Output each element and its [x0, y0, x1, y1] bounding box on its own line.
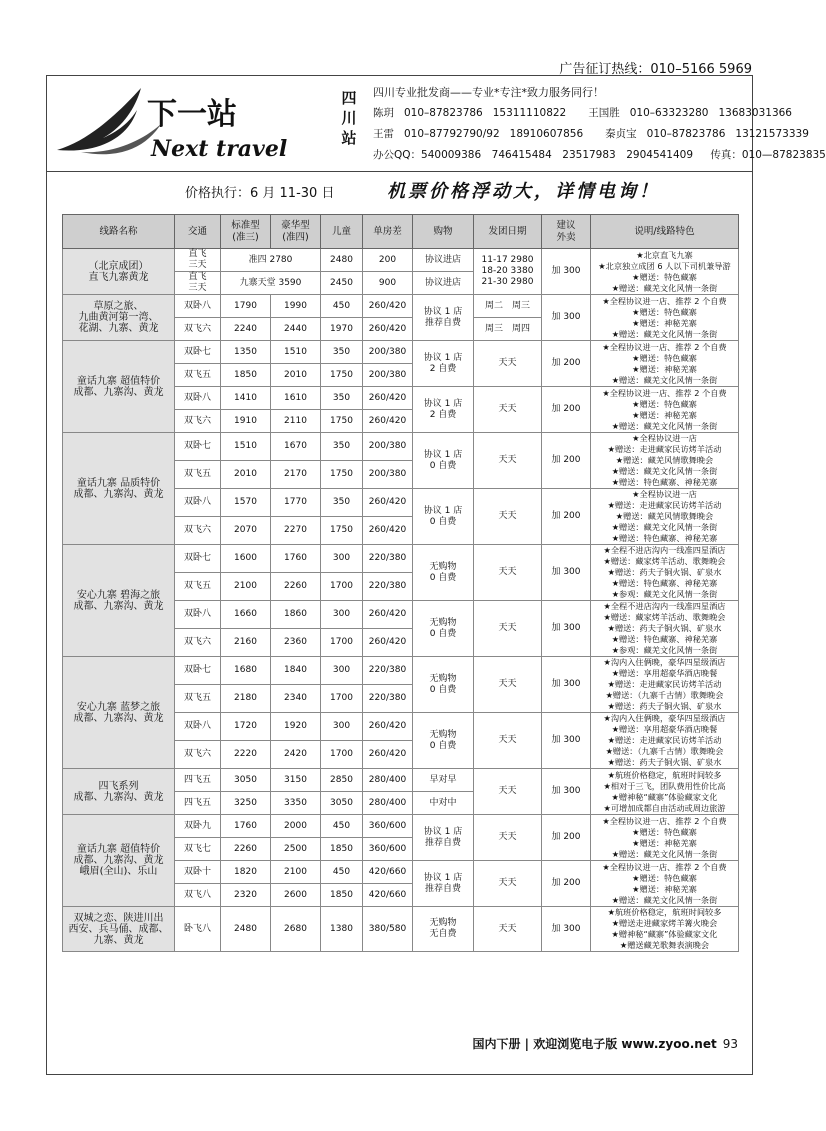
luxury-price: 2420: [271, 741, 321, 769]
standard-price: 1600: [221, 545, 271, 573]
transport: 直飞 三天: [175, 272, 221, 295]
contact-phone: 13683031366: [718, 107, 792, 119]
luxury-price: 2010: [271, 364, 321, 387]
shopping: 协议 1 店 2 自费: [413, 341, 474, 387]
price-line: [47, 173, 752, 207]
child-price: 1700: [321, 629, 363, 657]
table-row: [63, 341, 739, 364]
standard-price: 1820: [221, 861, 271, 884]
single-room-supplement: 260/420: [363, 318, 413, 341]
transport: 双卧九: [175, 815, 221, 838]
contact-phone: 18910607856: [509, 128, 584, 140]
single-room-supplement: 260/420: [363, 741, 413, 769]
luxury-price: 1990: [271, 295, 321, 318]
luxury-price: 2170: [271, 461, 321, 489]
transport: 双飞六: [175, 410, 221, 433]
child-price: 350: [321, 341, 363, 364]
transport: 双卧八: [175, 387, 221, 410]
luxury-price: 3350: [271, 792, 321, 815]
luxury-price: 1920: [271, 713, 321, 741]
standard-price: 2160: [221, 629, 271, 657]
transport: 双卧七: [175, 545, 221, 573]
child-price: 300: [321, 545, 363, 573]
luxury-price: 1610: [271, 387, 321, 410]
departure-date: 天天: [474, 545, 542, 601]
shopping: 协议 1 店 推荐自费: [413, 861, 474, 907]
luxury-price: 1510: [271, 341, 321, 364]
child-price: 1700: [321, 685, 363, 713]
child-price: 300: [321, 657, 363, 685]
standard-price: 3050: [221, 769, 271, 792]
departure-date: 天天: [474, 815, 542, 861]
single-room-supplement: 280/400: [363, 792, 413, 815]
logo: [51, 80, 331, 166]
standard-price: 3250: [221, 792, 271, 815]
luxury-price: 2680: [271, 907, 321, 952]
suggested-markup: 加 200: [542, 815, 591, 861]
shopping: 无购物 0 自费: [413, 545, 474, 601]
transport: 双卧七: [175, 657, 221, 685]
route-notes: ★北京直飞九寨 ★北京独立成团 6 人以下司机兼导游 ★赠送：特色藏寨 ★赠送：藏羌文化风情一条街: [591, 249, 739, 295]
luxury-price: 1670: [271, 433, 321, 461]
standard-price: 1850: [221, 364, 271, 387]
column-header: 建议 外卖: [542, 215, 591, 249]
office-qq: 办公QQ：540009386 746415484 23517983 2904541409: [373, 149, 694, 161]
standard-price: 1910: [221, 410, 271, 433]
column-header: 购物: [413, 215, 474, 249]
shopping: 无购物 0 自费: [413, 713, 474, 769]
standard-price: 2100: [221, 573, 271, 601]
single-room-supplement: 220/380: [363, 573, 413, 601]
child-price: 350: [321, 387, 363, 410]
departure-date: 天天: [474, 489, 542, 545]
departure-date: 周三 周四: [474, 318, 542, 341]
column-header: 豪华型 (准四): [271, 215, 321, 249]
shopping: 协议进店: [413, 249, 474, 272]
suggested-markup: 加 200: [542, 861, 591, 907]
column-header: 发团日期: [474, 215, 542, 249]
single-room-supplement: 360/600: [363, 838, 413, 861]
route-name: 童话九寨 品质特价 成都、九寨沟、黄龙: [63, 433, 175, 545]
departure-date: 天天: [474, 387, 542, 433]
page-number: 93: [722, 1037, 738, 1051]
departure-date: 天天: [474, 433, 542, 489]
suggested-markup: 加 300: [542, 295, 591, 341]
departure-date: 天天: [474, 769, 542, 815]
single-room-supplement: 420/660: [363, 884, 413, 907]
shopping: 早对早: [413, 769, 474, 792]
departure-date: 11-17 2980 18-20 3380 21-30 2980: [474, 249, 542, 295]
route-notes: ★全程协议进一店、推荐 2 个自费 ★赠送：特色藏寨 ★赠送：神秘羌寨 ★赠送：藏羌文化风情一条街: [591, 341, 739, 387]
route-name: 童话九寨 超值特价 成都、九寨沟、黄龙: [63, 341, 175, 433]
standard-price: 1510: [221, 433, 271, 461]
child-price: 2480: [321, 249, 363, 272]
shopping: 协议 1 店 推荐自费: [413, 815, 474, 861]
route-notes: ★全程协议进一店、推荐 2 个自费 ★赠送：特色藏寨 ★赠送：神秘羌寨 ★赠送：藏羌文化风情一条街: [591, 387, 739, 433]
transport: 双飞六: [175, 517, 221, 545]
column-header: 交通: [175, 215, 221, 249]
standard-price: 2480: [221, 907, 271, 952]
departure-date: 天天: [474, 601, 542, 657]
single-room-supplement: 280/400: [363, 769, 413, 792]
route-name: 四飞系列 成都、九寨沟、黄龙: [63, 769, 175, 815]
transport: 双飞六: [175, 741, 221, 769]
single-room-supplement: 200/380: [363, 433, 413, 461]
single-room-supplement: 380/580: [363, 907, 413, 952]
qq-fax-row: [373, 145, 826, 166]
child-price: 2850: [321, 769, 363, 792]
transport: 双飞五: [175, 685, 221, 713]
luxury-price: 2270: [271, 517, 321, 545]
standard-price: 1410: [221, 387, 271, 410]
single-room-supplement: 260/420: [363, 489, 413, 517]
table-header: [63, 215, 739, 249]
transport: 双卧七: [175, 433, 221, 461]
contact-name: 秦贞宝: [605, 128, 637, 140]
child-price: 300: [321, 601, 363, 629]
transport: 双飞八: [175, 884, 221, 907]
table-row: [63, 249, 739, 272]
luxury-price: 3150: [271, 769, 321, 792]
table-row: [63, 815, 739, 838]
ticket-notice: 机票价格浮动大，详情电询！: [387, 181, 660, 202]
suggested-markup: 加 200: [542, 433, 591, 489]
luxury-price: 2500: [271, 838, 321, 861]
luxury-price: 2100: [271, 861, 321, 884]
suggested-markup: 加 300: [542, 657, 591, 713]
page-frame: [46, 75, 826, 1075]
child-price: 1750: [321, 364, 363, 387]
standard-price: 2010: [221, 461, 271, 489]
shopping: 中对中: [413, 792, 474, 815]
transport: 四飞五: [175, 769, 221, 792]
luxury-price: 2000: [271, 815, 321, 838]
shopping: 协议 1 店 2 自费: [413, 387, 474, 433]
luxury-price: 1770: [271, 489, 321, 517]
child-price: 1750: [321, 410, 363, 433]
luxury-price: 1840: [271, 657, 321, 685]
single-room-supplement: 420/660: [363, 861, 413, 884]
child-price: 1970: [321, 318, 363, 341]
single-room-supplement: 200/380: [363, 341, 413, 364]
route-notes: ★航班价格稳定，航班时间较多 ★赠送走进藏家烤羊篝火晚会 ★赠神秘“藏寨”体验藏家文化 ★赠送藏羌歌舞表演晚会: [591, 907, 739, 952]
ad-hotline: 广告征订热线：010–5166 5969: [559, 62, 752, 77]
contact-phone: 13121573339: [735, 128, 809, 140]
shopping: 协议进店: [413, 272, 474, 295]
transport: 四飞五: [175, 792, 221, 815]
single-room-supplement: 200/380: [363, 364, 413, 387]
footer-text: 国内下册 | 欢迎浏览电子版 www.zyoo.net: [472, 1037, 717, 1051]
child-price: 450: [321, 861, 363, 884]
contact-phone: 010–87792790/92: [404, 128, 500, 140]
column-header: 线路名称: [63, 215, 175, 249]
contact-block: [373, 82, 826, 166]
transport: 双卧十: [175, 861, 221, 884]
departure-date: 天天: [474, 341, 542, 387]
suggested-markup: 加 200: [542, 387, 591, 433]
child-price: 2450: [321, 272, 363, 295]
route-name: 安心九寨 蓝梦之旅 成都、九寨沟、黄龙: [63, 657, 175, 769]
suggested-markup: 加 300: [542, 601, 591, 657]
side-title: 四川站: [341, 89, 357, 147]
child-price: 450: [321, 295, 363, 318]
child-price: 450: [321, 815, 363, 838]
table-row: [63, 545, 739, 573]
standard-price: 1350: [221, 341, 271, 364]
single-room-supplement: 260/420: [363, 410, 413, 433]
shopping: 协议 1 店 0 自费: [413, 433, 474, 489]
route-notes: ★全程协议进一店、推荐 2 个自费 ★赠送：特色藏寨 ★赠送：神秘羌寨 ★赠送：藏羌文化风情一条街: [591, 295, 739, 341]
shopping: 协议 1 店 推荐自费: [413, 295, 474, 341]
single-room-supplement: 200/380: [363, 461, 413, 489]
route-notes: ★全程协议进一店 ★赠送：走进藏家民访烤羊活动 ★赠送：藏羌风情歌舞晚会 ★赠送：藏羌文化风情一条街 ★赠送：特色藏寨、神秘羌寨: [591, 433, 739, 489]
route-notes: ★沟内入住俩晚，豪华四星级酒店 ★赠送：享用超豪华酒店晚餐 ★赠送：走进藏家民访烤羊活动 ★赠送：（九寨千古情）歌舞晚会 ★赠送：药夫子铜火锅、矿泉水: [591, 657, 739, 713]
contact-phone: 010–63323280: [629, 107, 709, 119]
transport: 双飞五: [175, 364, 221, 387]
standard-price: 2070: [221, 517, 271, 545]
contact-phone: 010–87823786: [404, 107, 483, 119]
suggested-markup: 加 200: [542, 341, 591, 387]
divider: [47, 171, 752, 172]
child-price: 350: [321, 433, 363, 461]
route-name: 安心九寨 碧海之旅 成都、九寨沟、黄龙: [63, 545, 175, 657]
contact-name: 王雷: [373, 128, 394, 140]
transport: 双飞六: [175, 629, 221, 657]
shopping: 协议 1 店 0 自费: [413, 489, 474, 545]
child-price: 350: [321, 489, 363, 517]
luxury-price: 1760: [271, 545, 321, 573]
child-price: 1380: [321, 907, 363, 952]
route-notes: ★全程协议进一店、推荐 2 个自费 ★赠送：特色藏寨 ★赠送：神秘羌寨 ★赠送：藏羌文化风情一条街: [591, 815, 739, 861]
suggested-markup: 加 300: [542, 713, 591, 769]
contact-row: [373, 103, 826, 124]
standard-price: 1660: [221, 601, 271, 629]
standard-price: 2180: [221, 685, 271, 713]
route-name: （北京成团） 直飞九寨黄龙: [63, 249, 175, 295]
transport: 双飞六: [175, 318, 221, 341]
suggested-markup: 加 200: [542, 489, 591, 545]
transport: 双卧八: [175, 489, 221, 517]
transport: 双卧八: [175, 601, 221, 629]
single-room-supplement: 260/420: [363, 387, 413, 410]
table-row: [63, 295, 739, 318]
child-price: 1750: [321, 517, 363, 545]
standard-price: 1790: [221, 295, 271, 318]
departure-date: 周二 周三: [474, 295, 542, 318]
fax: 传真：010—87823835: [710, 149, 826, 161]
slogan: 四川专业批发商——专业*专注*致力服务同行！: [373, 86, 604, 99]
child-price: 1750: [321, 461, 363, 489]
standard-price: 2320: [221, 884, 271, 907]
single-room-supplement: 220/380: [363, 545, 413, 573]
standard-price: 1720: [221, 713, 271, 741]
column-header: 单房差: [363, 215, 413, 249]
departure-date: 天天: [474, 657, 542, 713]
route-name: 童话九寨 超值特价 成都、九寨沟、黄龙 峨眉(全山)、乐山: [63, 815, 175, 907]
route-price-table: [62, 214, 739, 952]
column-header: 儿童: [321, 215, 363, 249]
luxury-price: 2440: [271, 318, 321, 341]
luxury-price: 2600: [271, 884, 321, 907]
contact-name: 王国胜: [588, 107, 620, 119]
table-row: [63, 433, 739, 461]
shopping: 无购物 0 自费: [413, 657, 474, 713]
standard-price: 1680: [221, 657, 271, 685]
standard-price: 2220: [221, 741, 271, 769]
transport: 双飞五: [175, 461, 221, 489]
single-room-supplement: 360/600: [363, 815, 413, 838]
header: [47, 76, 826, 171]
luxury-price: 2340: [271, 685, 321, 713]
transport: 直飞 三天: [175, 249, 221, 272]
transport: 卧飞八: [175, 907, 221, 952]
departure-date: 天天: [474, 861, 542, 907]
table-row: [63, 907, 739, 952]
table-row: [63, 657, 739, 685]
price-exec-date: 价格执行：6 月 11-30 日: [185, 186, 335, 201]
logo-english: Next travel: [151, 136, 288, 162]
standard-price: 2260: [221, 838, 271, 861]
suggested-markup: 加 300: [542, 249, 591, 295]
transport: 双飞五: [175, 573, 221, 601]
contact-row: [373, 124, 826, 145]
standard-price: 1760: [221, 815, 271, 838]
package-price: 准四 2780: [221, 249, 321, 272]
single-room-supplement: 260/420: [363, 713, 413, 741]
transport: 双卧七: [175, 341, 221, 364]
child-price: 1700: [321, 573, 363, 601]
contact-name: 陈玥: [373, 107, 394, 119]
single-room-supplement: 220/380: [363, 657, 413, 685]
column-header: 说明/线路特色: [591, 215, 739, 249]
route-name: 草原之旅、 九曲黄河第一湾、 花湖、九寨、黄龙: [63, 295, 175, 341]
shopping: 无购物 无自费: [413, 907, 474, 952]
contact-phone: 15311110822: [492, 107, 567, 119]
single-room-supplement: 260/420: [363, 629, 413, 657]
single-room-supplement: 900: [363, 272, 413, 295]
child-price: 1850: [321, 884, 363, 907]
table-row: [63, 769, 739, 792]
transport: 双卧八: [175, 713, 221, 741]
single-room-supplement: 260/420: [363, 601, 413, 629]
standard-price: 1570: [221, 489, 271, 517]
route-notes: ★全程协议进一店 ★赠送：走进藏家民访烤羊活动 ★赠送：藏羌风情歌舞晚会 ★赠送：藏羌文化风情一条街 ★赠送：特色藏寨、神秘羌寨: [591, 489, 739, 545]
luxury-price: 2260: [271, 573, 321, 601]
child-price: 300: [321, 713, 363, 741]
shopping: 无购物 0 自费: [413, 601, 474, 657]
route-notes: ★全程不进店沟内一线准四星酒店 ★赠送：藏家烤羊活动、歌舞晚会 ★赠送：药夫子铜火锅、矿泉水 ★赠送：特色藏寨、神秘羌寨 ★参观：藏羌文化风情一条街: [591, 545, 739, 601]
child-price: 1850: [321, 838, 363, 861]
luxury-price: 2110: [271, 410, 321, 433]
swallow-logo-icon: [51, 80, 331, 166]
standard-price: 2240: [221, 318, 271, 341]
route-notes: ★沟内入住俩晚，豪华四星级酒店 ★赠送：享用超豪华酒店晚餐 ★赠送：走进藏家民访烤羊活动 ★赠送：（九寨千古情）歌舞晚会 ★赠送：药夫子铜火锅、矿泉水: [591, 713, 739, 769]
luxury-price: 2360: [271, 629, 321, 657]
transport: 双飞七: [175, 838, 221, 861]
contact-phone: 010–87823786: [646, 128, 726, 140]
child-price: 1700: [321, 741, 363, 769]
suggested-markup: 加 300: [542, 545, 591, 601]
transport: 双卧八: [175, 295, 221, 318]
child-price: 3050: [321, 792, 363, 815]
luxury-price: 1860: [271, 601, 321, 629]
column-header: 标准型 (准三): [221, 215, 271, 249]
suggested-markup: 加 300: [542, 769, 591, 815]
route-notes: ★航班价格稳定，航班时间较多 ★相对于三飞，团队费用性价比高 ★赠神秘“藏寨”体验藏家文化 ★可增加成都自由活动或周边旅游: [591, 769, 739, 815]
suggested-markup: 加 300: [542, 907, 591, 952]
route-notes: ★全程协议进一店、推荐 2 个自费 ★赠送：特色藏寨 ★赠送：神秘羌寨 ★赠送：藏羌文化风情一条街: [591, 861, 739, 907]
route-name: 双城之恋、陕进川出 西安、兵马俑、成都、 九寨、黄龙: [63, 907, 175, 952]
departure-date: 天天: [474, 907, 542, 952]
single-room-supplement: 220/380: [363, 685, 413, 713]
single-room-supplement: 260/420: [363, 517, 413, 545]
logo-chinese: 下一站: [147, 97, 237, 132]
single-room-supplement: 260/420: [363, 295, 413, 318]
single-room-supplement: 200: [363, 249, 413, 272]
route-notes: ★全程不进店沟内一线准四星酒店 ★赠送：藏家烤羊活动、歌舞晚会 ★赠送：药夫子铜火锅、矿泉水 ★赠送：特色藏寨、神秘羌寨 ★参观：藏羌文化风情一条街: [591, 601, 739, 657]
package-price: 九寨天堂 3590: [221, 272, 321, 295]
departure-date: 天天: [474, 713, 542, 769]
